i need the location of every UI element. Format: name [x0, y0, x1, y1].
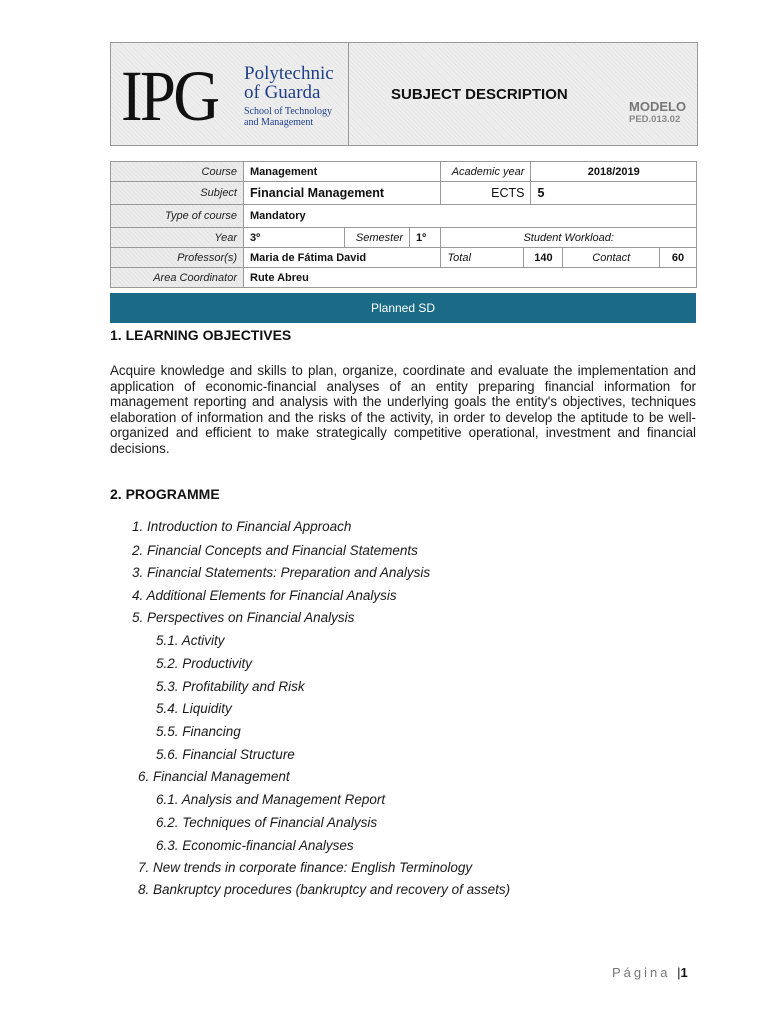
contact-label: Contact [563, 248, 660, 267]
year-value: 3º [244, 228, 345, 248]
course-label: Course [111, 162, 244, 182]
programme-item: 3. Financial Statements: Preparation and Analysis [132, 565, 431, 580]
model-code: PED.013.02 [629, 114, 681, 125]
workload-values [524, 248, 697, 268]
programme-subitem: 5.5. Financing [156, 724, 241, 739]
programme-subitem: 5.4. Liquidity [156, 701, 232, 716]
logo-line-3: School of Technology [244, 106, 332, 117]
logo-line-1: Polytechnic [244, 63, 334, 84]
document-header [110, 42, 698, 146]
professor-value: Maria de Fátima David [244, 248, 441, 268]
page-number: 1 [680, 965, 688, 980]
programme-item: 1. Introduction to Financial Approach [132, 519, 352, 534]
course-value: Management [244, 162, 441, 182]
coordinator-label: Area Coordinator [111, 268, 244, 288]
section-heading-programme: 2. PROGRAMME [110, 486, 220, 502]
logo-line-4: and Management [244, 117, 314, 128]
programme-item: 5. Perspectives on Financial Analysis [132, 610, 355, 625]
programme-subitem: 5.2. Productivity [156, 656, 253, 671]
subject-label: Subject [111, 182, 244, 205]
workload-label: Student Workload: [441, 228, 697, 248]
type-value: Mandatory [244, 205, 697, 228]
ipg-logo: IPG [121, 56, 218, 136]
programme-subitem: 5.3. Profitability and Risk [156, 679, 305, 694]
model-label: MODELO [629, 99, 687, 114]
logo-line-2: of Guarda [244, 82, 321, 103]
programme-subitem: 5.1. Activity [156, 633, 225, 648]
programme-subitem: 6.3. Economic-financial Analyses [156, 838, 354, 853]
coordinator-value: Rute Abreu [244, 268, 697, 288]
total-label: Total [441, 248, 524, 268]
objectives-text: Acquire knowledge and skills to plan, organize, coordinate and evaluate the implementation and application of economic-financial analyses of an entity preparing financial information for management reporting and analysis with the underlying goals the entity's objectives, techniques elaboration of information and the risks of the activity, in order to develop the aptitude to be well-organized and efficient to make strategically competitive operational, investment and financial decisions. [110, 363, 696, 456]
programme-item: 6. Financial Management [138, 769, 290, 784]
programme-item: 7. New trends in corporate finance: English Terminology [138, 860, 473, 875]
header-divider [348, 43, 349, 145]
programme-subitem: 5.6. Financial Structure [156, 747, 295, 762]
page-footer: Página |1 [612, 965, 688, 980]
year-label: Year [111, 228, 244, 248]
semester-value: 1º [410, 228, 441, 248]
page-label: Página [612, 965, 671, 980]
document-title: SUBJECT DESCRIPTION [391, 86, 568, 103]
contact-value: 60 [671, 251, 685, 264]
academic-year-value: 2018/2019 [531, 162, 697, 182]
programme-subitem: 6.1. Analysis and Management Report [156, 792, 386, 807]
type-label: Type of course [111, 205, 244, 228]
programme-item: 4. Additional Elements for Financial Analysis [132, 588, 397, 603]
ects-label: ECTS [441, 182, 531, 205]
professor-label: Professor(s) [111, 248, 244, 268]
subject-value: Financial Management [244, 182, 441, 205]
subject-info-table [110, 161, 697, 288]
total-value: 140 [524, 248, 563, 267]
logo-school [244, 106, 332, 128]
planned-banner: Planned SD [110, 293, 696, 323]
programme-item: 8. Bankruptcy procedures (bankruptcy and recovery of assets) [138, 882, 511, 897]
programme-subitem: 6.2. Techniques of Financial Analysis [156, 815, 378, 830]
academic-year-label: Academic year [441, 162, 531, 182]
programme-item: 2. Financial Concepts and Financial Statements [132, 543, 418, 558]
ects-value: 5 [531, 182, 697, 205]
section-heading-objectives: 1. LEARNING OBJECTIVES [110, 327, 292, 343]
semester-label: Semester [345, 228, 410, 248]
